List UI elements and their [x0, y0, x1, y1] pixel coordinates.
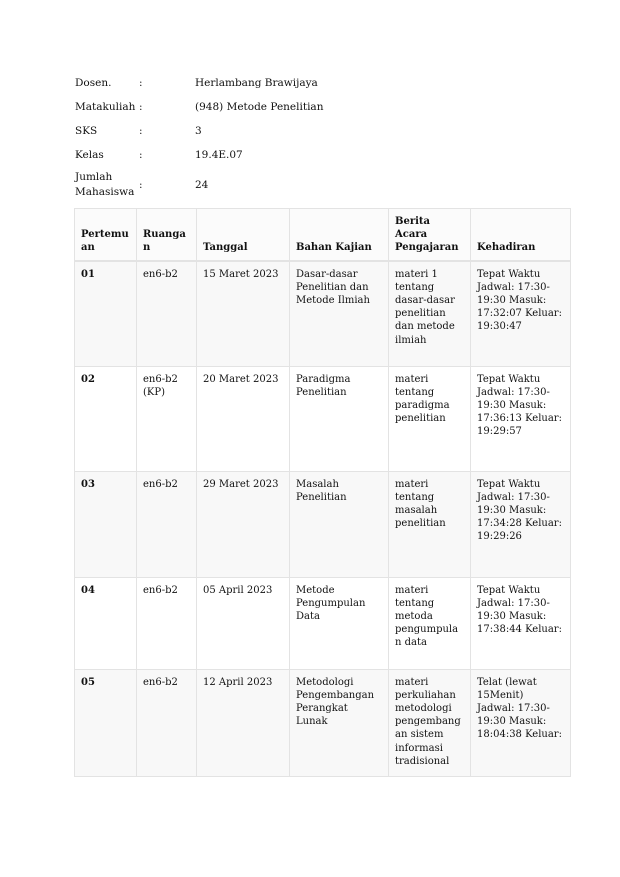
- info-colon: :: [139, 77, 143, 89]
- cell-tanggal: 29 Maret 2023: [197, 471, 290, 577]
- info-label: Dosen.: [75, 77, 112, 89]
- cell-pertemuan: 03: [75, 471, 137, 577]
- info-label: Kelas: [75, 149, 104, 161]
- cell-berita-acara: materi tentang metoda pengumpulan data: [389, 577, 471, 669]
- header-kehadiran: Kehadiran: [471, 209, 571, 261]
- info-value-sks: 3: [195, 125, 202, 137]
- header-tanggal: Tanggal: [197, 209, 290, 261]
- info-row-dosen: [75, 74, 575, 92]
- info-label: SKS: [75, 125, 98, 137]
- cell-bahan-kajian: Metodologi Pengembangan Perangkat Lunak: [290, 669, 389, 776]
- info-value-jumlah: 24: [195, 179, 209, 191]
- course-info: [75, 74, 575, 206]
- cell-pertemuan: 01: [75, 261, 137, 367]
- info-row-kelas: [75, 146, 575, 164]
- cell-berita-acara: materi tentang paradigma penelitian: [389, 366, 471, 471]
- table-row: [75, 471, 571, 577]
- info-colon: :: [139, 179, 143, 191]
- cell-tanggal: 15 Maret 2023: [197, 261, 290, 367]
- header-pertemuan: Pertemuan: [75, 209, 137, 261]
- cell-kehadiran: Tepat Waktu Jadwal: 17:30-19:30 Masuk: 17:32:07 Keluar: 19:30:47: [471, 261, 571, 367]
- cell-pertemuan: 04: [75, 577, 137, 669]
- cell-tanggal: 12 April 2023: [197, 669, 290, 776]
- cell-pertemuan: 02: [75, 366, 137, 471]
- cell-ruangan: en6-b2: [137, 577, 197, 669]
- header-bahan-kajian: Bahan Kajian: [290, 209, 389, 261]
- header-ruangan: Ruangan: [137, 209, 197, 261]
- info-value-matakuliah: (948) Metode Penelitian: [195, 101, 324, 113]
- cell-ruangan: en6-b2: [137, 471, 197, 577]
- cell-kehadiran: Tepat Waktu Jadwal: 17:30-19:30 Masuk: 17:36:13 Keluar: 19:29:57: [471, 366, 571, 471]
- cell-kehadiran: Telat (lewat 15Menit) Jadwal: 17:30-19:30 Masuk: 18:04:38 Keluar:: [471, 669, 571, 776]
- cell-bahan-kajian: Masalah Penelitian: [290, 471, 389, 577]
- info-row-jumlah: [75, 170, 575, 200]
- cell-berita-acara: materi perkuliahan metodologi pengembangan sistem informasi tradisional: [389, 669, 471, 776]
- cell-ruangan: en6-b2 (KP): [137, 366, 197, 471]
- info-row-matakuliah: [75, 98, 575, 116]
- cell-kehadiran: Tepat Waktu Jadwal: 17:30-19:30 Masuk: 17:38:44 Keluar:: [471, 577, 571, 669]
- cell-berita-acara: materi 1 tentang dasar-dasar penelitian dan metode ilmiah: [389, 261, 471, 367]
- info-value-dosen: Herlambang Brawijaya: [195, 77, 318, 89]
- table-row: [75, 261, 571, 367]
- cell-berita-acara: materi tentang masalah penelitian: [389, 471, 471, 577]
- header-berita-acara: Berita Acara Pengajaran: [389, 209, 471, 261]
- info-label: Jumlah Mahasiswa: [75, 171, 135, 198]
- table-row: [75, 577, 571, 669]
- cell-tanggal: 05 April 2023: [197, 577, 290, 669]
- cell-ruangan: en6-b2: [137, 261, 197, 367]
- cell-bahan-kajian: Dasar-dasar Penelitian dan Metode Ilmiah: [290, 261, 389, 367]
- info-label: Matakuliah: [75, 101, 136, 113]
- cell-bahan-kajian: Metode Pengumpulan Data: [290, 577, 389, 669]
- cell-pertemuan: 05: [75, 669, 137, 776]
- cell-tanggal: 20 Maret 2023: [197, 366, 290, 471]
- cell-bahan-kajian: Paradigma Penelitian: [290, 366, 389, 471]
- info-colon: :: [139, 101, 143, 113]
- attendance-table: [74, 208, 571, 777]
- info-value-kelas: 19.4E.07: [195, 149, 243, 161]
- table-row: [75, 669, 571, 776]
- cell-ruangan: en6-b2: [137, 669, 197, 776]
- info-colon: :: [139, 125, 143, 137]
- info-colon: :: [139, 149, 143, 161]
- info-row-sks: [75, 122, 575, 140]
- cell-kehadiran: Tepat Waktu Jadwal: 17:30-19:30 Masuk: 17:34:28 Keluar: 19:29:26: [471, 471, 571, 577]
- table-header-row: [75, 209, 571, 261]
- table-row: [75, 366, 571, 471]
